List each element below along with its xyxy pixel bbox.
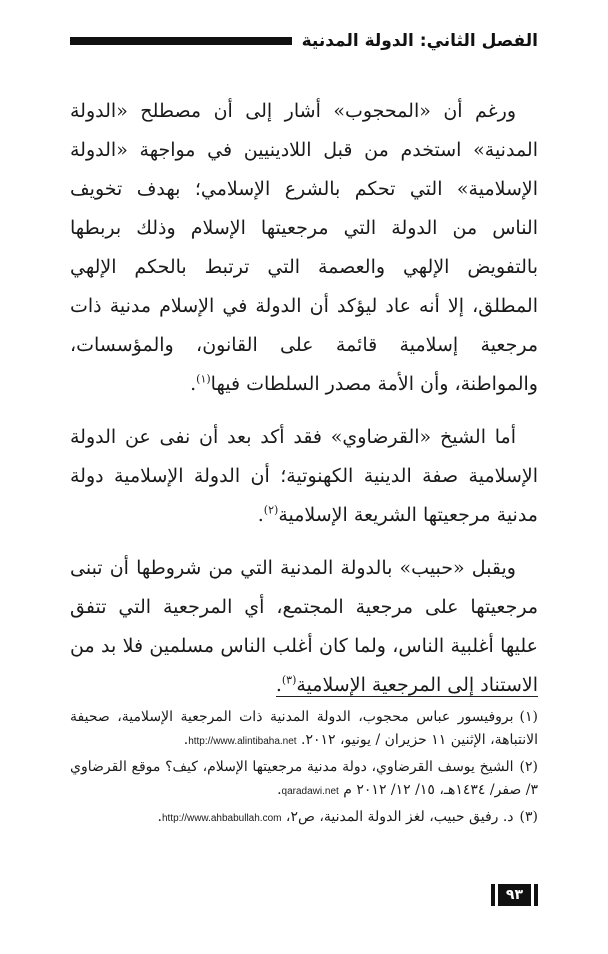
paragraph-end: . [257,504,264,526]
paragraph-end: . [190,373,197,395]
paragraph-1 [70,92,538,404]
page-number-bar [534,884,538,906]
footnote-end: . [183,732,189,748]
footnote-end: . [157,809,162,825]
footnote-ref-3: (٣) [281,673,297,687]
footnote-number: (٢) [519,759,538,775]
footnote-1 [70,706,538,753]
chapter-title: الفصل الثاني: الدولة المدنية [301,31,538,51]
paragraph-2 [70,418,538,535]
paragraph-3 [70,549,538,705]
footnote-ref-1: (١) [196,372,211,386]
page-number: ٩٣ [498,884,531,906]
footnote-ref-2: (٢) [263,503,279,517]
footnote-3 [70,806,538,830]
footnote-number: (٣) [519,809,538,825]
footnote-url: http://www.ahbabullah.com [161,813,282,824]
paragraph-text: أما الشيخ «القرضاوي» فقد أكد بعد أن نفى عن الدولة الإسلامية صفة الدينية الكهنوتية؛ أن الدولة الإسلامية دولة مدنية مرجعيتها الشريعة الإسلامية [70,426,538,526]
footnote-text: الشيخ يوسف القرضاوي، دولة مدنية مرجعيتها الإسلام، كيف؟ موقع القرضاوي ٣/ صفر/ ١٤٣٤هـ، ١٥/ ١٢/ ٢٠١٢ م [70,759,538,798]
running-header [70,28,538,54]
page-number-box [491,884,538,906]
footnote-end: . [277,782,282,798]
footnote-url: qaradawi.net [281,786,339,797]
body-text [70,92,538,705]
footnote-text: بروفيسور عباس محجوب، الدولة المدنية ذات المرجعية الإسلامية، صحيفة الانتباهة، الإثنين ١١ حزيران / يونيو، ٢٠١٢. [70,709,538,748]
header-rule [70,37,292,45]
footnotes [70,706,538,833]
footnote-text: د. رفيق حبيب، لغز الدولة المدنية، ص٢، [281,809,514,825]
paragraph-text: ورغم أن «المحجوب» أشار إلى أن مصطلح «الدولة المدنية» استخدم من قبل اللادينيين في مواجهة «الدولة الإسلامية» التي تحكم بالشرع الإسلامي؛ بهدف تخويف الناس من الدولة التي مرجعيتها الإسلام وذلك بربطها بالتفويض الإلهي والعصمة التي ترتبط بالحكم الإلهي المطلق، إلا أنه عاد ليؤكد أن الدولة في الإسلام مدنية ذات مرجعية إسلامية قائمة على القانون، والمؤسسات، والمواطنة، وأن الأمة مصدر السلطات فيها [70,100,538,395]
paragraph-text: ويقبل «حبيب» بالدولة المدنية التي من شروطها أن تبنى مرجعيتها على مرجعية المجتمع، أي المرجعية التي تتفق عليها أغلبية الناس، ولما كان أغلب الناس مسلمين فلا بد من الاستناد إلى المرجعية الإسلامية [70,557,538,696]
footnote-2 [70,756,538,803]
paragraph-end: . [275,674,282,696]
footnote-separator [276,696,538,697]
footnote-number: (١) [519,709,538,725]
footnote-url: http://www.alintibaha.net [188,736,297,747]
page-number-bar [491,884,495,906]
